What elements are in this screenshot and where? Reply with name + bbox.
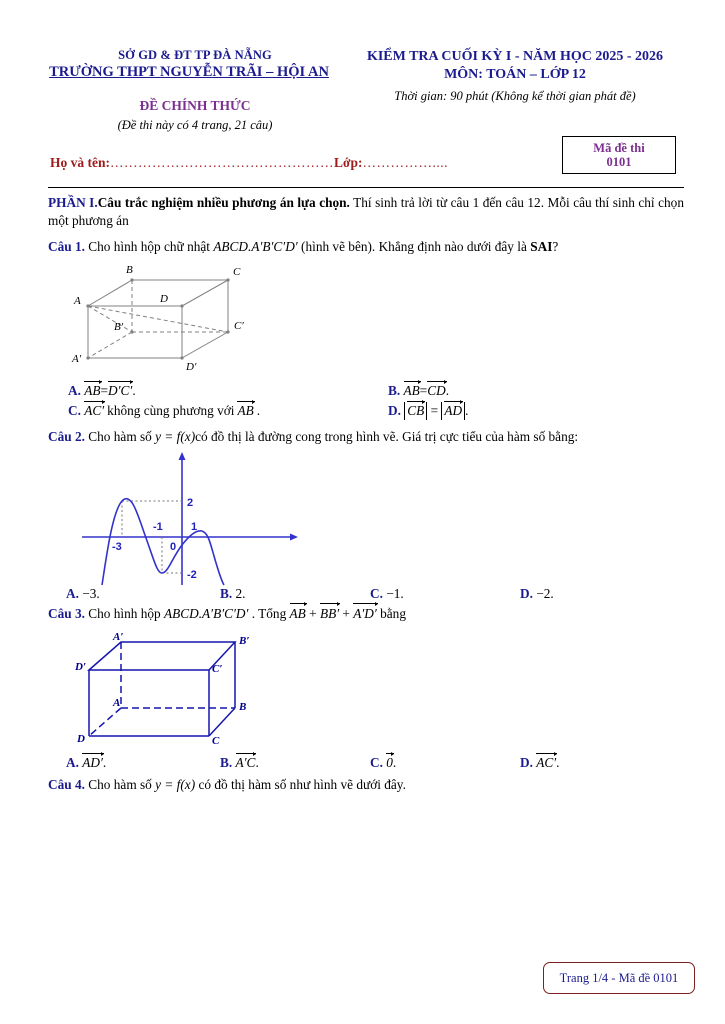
part-one-instruction	[48, 194, 684, 231]
student-name-label: Họ và tên:	[50, 155, 110, 170]
question-3-text-mid: . Tổng	[248, 606, 290, 621]
student-class-label: Lớp:	[334, 155, 363, 170]
footer-text: Trang 1/4 - Mã đề 0101	[559, 970, 679, 985]
option-2C-value: −1.	[386, 586, 404, 601]
exam-duration: Thời gian: 90 phút (Không kể thời gian phát đề)	[394, 89, 636, 104]
page-footer	[543, 962, 695, 994]
question-2-text-after: có đồ thị là đường cong trong hình vẽ. Giá trị cực tiểu của hàm số bằng:	[195, 429, 579, 444]
option-1D-period: .	[465, 403, 469, 418]
student-class-dots[interactable]: ……………....	[362, 155, 448, 170]
option-1B-eq: =	[419, 383, 428, 398]
option-3D[interactable]	[520, 754, 560, 771]
par-vertex-D: D	[77, 733, 85, 745]
exam-code-value: 0101	[606, 155, 632, 169]
question-3-text-before: Cho hình hộp	[84, 606, 165, 621]
option-3A-letter: A.	[66, 755, 79, 770]
department-name: SỞ GD & ĐT TP ĐÀ NẴNG	[118, 48, 272, 62]
question-4-number: Câu 4.	[48, 777, 85, 792]
option-1A-eq: =	[100, 383, 109, 398]
question-3-plus1: +	[305, 606, 320, 621]
option-3D-vec: AC′	[536, 755, 557, 770]
option-1A-period: .	[132, 383, 136, 398]
box-vertex-B-prime: B′	[114, 321, 124, 333]
question-3	[48, 604, 684, 624]
par-vertex-D-prime: D′	[75, 661, 87, 673]
box-vertex-D-prime: D′	[186, 361, 197, 373]
x-tick-label-1: 1	[191, 521, 198, 533]
option-1D-eq: =	[427, 403, 442, 418]
question-2-math: y = f(x)	[155, 429, 196, 444]
option-2D-letter: D.	[520, 586, 533, 601]
option-1A-vec2: D′C′	[108, 383, 133, 398]
figure-parallelepiped	[75, 628, 265, 746]
option-1B[interactable]	[388, 382, 449, 399]
exam-code-label: Mã đề thi	[593, 140, 645, 155]
exam-code-box	[562, 136, 676, 174]
option-1B-period: .	[445, 383, 450, 398]
question-1-text-after: (hình vẽ bên). Khẳng định nào dưới đây là	[297, 239, 531, 254]
par-vertex-C-prime: C′	[212, 663, 223, 675]
question-3-plus2: +	[339, 606, 354, 621]
question-2	[48, 428, 684, 447]
part-one-text: Thí sinh trả lời từ câu 1 đến câu 12. Mỗi câu thí sinh chỉ chọn một phương án	[48, 195, 684, 229]
box-vertex-C-prime: C′	[234, 320, 244, 332]
box-vertex-A: A	[74, 295, 81, 307]
option-3A-period: .	[102, 755, 107, 770]
exam-subject: MÔN: TOÁN – LỚP 12	[444, 67, 586, 83]
option-3B-letter: B.	[220, 755, 233, 770]
question-1-emphasis: SAI	[530, 239, 553, 254]
exam-title: KIỂM TRA CUỐI KỲ I - NĂM HỌC 2025 - 2026	[366, 49, 664, 64]
option-1A[interactable]	[68, 382, 136, 399]
x-tick-label-neg1: -1	[153, 521, 163, 533]
option-2A-letter: A.	[66, 586, 79, 601]
option-1C-text: không cùng phương với	[107, 403, 235, 418]
option-1D-vec2: AD	[444, 403, 463, 418]
par-vertex-B-prime: B′	[239, 635, 250, 647]
option-1B-vec2: CD	[427, 383, 446, 398]
option-1D-letter: D.	[388, 403, 401, 418]
box-vertex-B: B	[126, 264, 133, 276]
header-left-block	[45, 48, 345, 133]
question-3-vec-A1D1: A′D′	[353, 604, 377, 624]
option-2A-value: −3.	[82, 586, 100, 601]
question-3-vec-AB: AB	[290, 604, 306, 624]
question-1-options	[48, 382, 684, 424]
option-3A[interactable]	[66, 754, 106, 771]
question-1-text-before: Cho hình hộp chữ nhật	[84, 239, 214, 254]
option-1B-vec1: AB	[403, 383, 420, 398]
part-one-label: PHẦN I.	[48, 195, 98, 210]
y-tick-label-neg2: -2	[187, 569, 197, 581]
option-2B-value: 2.	[235, 586, 246, 601]
box-vertex-C: C	[233, 266, 241, 278]
option-2A[interactable]	[66, 586, 100, 602]
figure-function-graph	[60, 450, 350, 585]
option-3C[interactable]	[370, 754, 396, 771]
question-4	[48, 776, 684, 795]
y-tick-label-2: 2	[187, 497, 194, 509]
option-3D-letter: D.	[520, 755, 533, 770]
x-tick-label-neg3: -3	[112, 541, 122, 553]
student-info-line	[50, 155, 570, 171]
option-2C-letter: C.	[370, 586, 383, 601]
option-1B-letter: B.	[388, 383, 401, 398]
box-vertex-D: D	[160, 293, 168, 305]
question-3-math: ABCD.A′B′C′D′	[164, 606, 249, 621]
official-exam-label: ĐỀ CHÍNH THỨC	[139, 98, 251, 114]
par-vertex-C: C	[212, 735, 220, 747]
option-2B[interactable]	[220, 586, 246, 602]
question-3-text-after: bằng	[376, 606, 406, 621]
question-2-number: Câu 2.	[48, 429, 85, 444]
option-2D[interactable]	[520, 586, 554, 602]
option-1A-vec1: AB	[84, 383, 101, 398]
par-vertex-A-prime: A′	[113, 631, 124, 643]
chart-svg	[60, 450, 350, 585]
question-1-math: ABCD.A′B′C′D′	[213, 239, 298, 254]
option-1C-vec1: AC′	[84, 403, 105, 418]
question-3-number: Câu 3.	[48, 606, 85, 621]
header-right-block	[345, 48, 685, 105]
question-1-text-end: ?	[552, 239, 559, 254]
question-1-number: Câu 1.	[48, 239, 85, 254]
option-2D-value: −2.	[536, 586, 554, 601]
option-3B-period: .	[255, 755, 259, 770]
par-vertex-A: A	[113, 697, 121, 709]
question-4-text-after: có đồ thị hàm số như hình vẽ dưới đây.	[195, 777, 406, 792]
option-3B[interactable]	[220, 754, 259, 771]
option-1C-vec2: AB	[237, 403, 254, 418]
school-name	[33, 63, 345, 81]
option-1C-period: .	[256, 403, 261, 418]
option-3C-letter: C.	[370, 755, 383, 770]
figure-rectangular-box	[70, 258, 280, 376]
question-2-text-before: Cho hàm số	[84, 429, 156, 444]
x-tick-label-0: 0	[170, 541, 177, 553]
option-2B-letter: B.	[220, 586, 233, 601]
option-1D-vec1: CB	[407, 403, 425, 418]
option-1C-letter: C.	[68, 403, 81, 418]
x-axis-arrow	[290, 534, 298, 541]
option-3B-vec: A′C	[235, 755, 256, 770]
par-vertex-B: B	[239, 701, 247, 713]
question-4-text-before: Cho hàm số	[84, 777, 156, 792]
option-3C-period: .	[392, 755, 397, 770]
option-3C-vec: 0	[386, 755, 393, 770]
official-exam-note: (Đề thi này có 4 trang, 21 câu)	[117, 117, 273, 132]
option-2C[interactable]	[370, 586, 404, 602]
question-4-math: y = f(x)	[155, 777, 196, 792]
student-name-dots[interactable]: …………………………………………	[110, 155, 334, 170]
option-3A-vec: AD′	[82, 755, 103, 770]
box-vertex-A-prime: A′	[72, 353, 82, 365]
option-1D[interactable]	[388, 402, 468, 420]
option-1C[interactable]	[68, 402, 260, 419]
option-1A-letter: A.	[68, 383, 81, 398]
header-divider	[48, 187, 684, 188]
school-name-text: TRƯỜNG THPT NGUYỄN TRÃI – HỘI AN	[49, 64, 329, 80]
question-1	[48, 238, 684, 257]
question-3-vec-BB1: BB′	[320, 604, 339, 624]
part-one-title: Câu trắc nghiệm nhiều phương án lựa chọn.	[97, 195, 350, 210]
y-axis-arrow	[179, 452, 186, 460]
option-3D-period: .	[556, 755, 560, 770]
